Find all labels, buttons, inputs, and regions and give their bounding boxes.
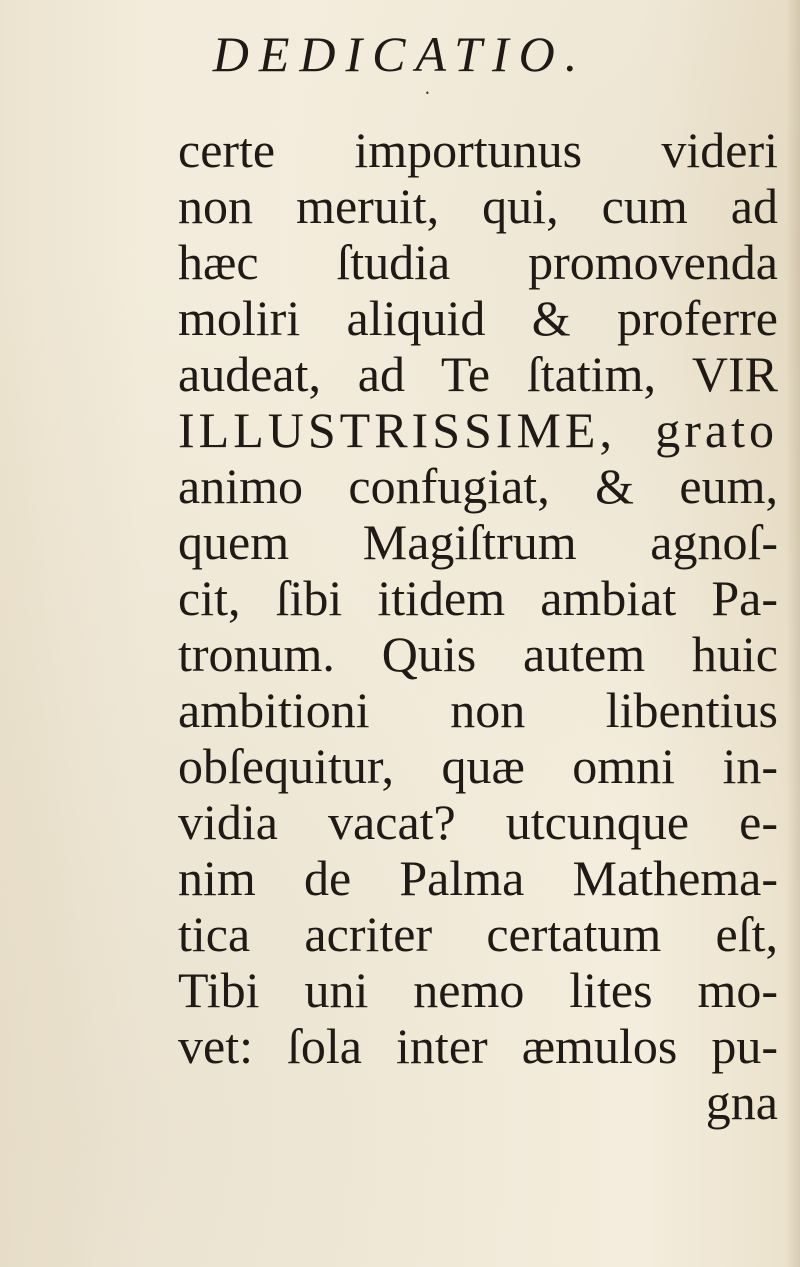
text-line: cit, ſibi itidem ambiat Pa- bbox=[178, 570, 778, 626]
text-line: certe importunus videri bbox=[178, 122, 778, 178]
text-line: tronum. Quis autem huic bbox=[178, 626, 778, 682]
catchword: gna bbox=[705, 1074, 778, 1130]
text-line: audeat, ad Te ſtatim, VIR bbox=[178, 346, 778, 402]
text-line: nim de Palma Mathema- bbox=[178, 850, 778, 906]
ornament-mark: • bbox=[425, 89, 430, 98]
ink-smudge bbox=[470, 1228, 530, 1252]
text-line: vidia vacat? utcunque e- bbox=[178, 794, 778, 850]
text-line: Tibi uni nemo lites mo- bbox=[178, 962, 778, 1018]
text-line: non meruit, qui, cum ad bbox=[178, 178, 778, 234]
text-line: moliri aliquid & proferre bbox=[178, 290, 778, 346]
text-line: obſequitur, quæ omni in- bbox=[178, 738, 778, 794]
text-line: hæc ſtudia promovenda bbox=[178, 234, 778, 290]
page-edge-shadow bbox=[786, 0, 800, 1267]
text-line: tica acriter certatum eſt, bbox=[178, 906, 778, 962]
page-heading: DEDICATIO. bbox=[212, 26, 588, 82]
text-line: ambitioni non libentius bbox=[178, 682, 778, 738]
text-line: animo confugiat, & eum, bbox=[178, 458, 778, 514]
text-block bbox=[178, 122, 778, 1130]
text-line: vet: ſola inter æmulos pu- bbox=[178, 1018, 778, 1074]
text-line: ILLUSTRISSIME, grato bbox=[178, 402, 778, 458]
text-line: quem Magiſtrum agnoſ- bbox=[178, 514, 778, 570]
